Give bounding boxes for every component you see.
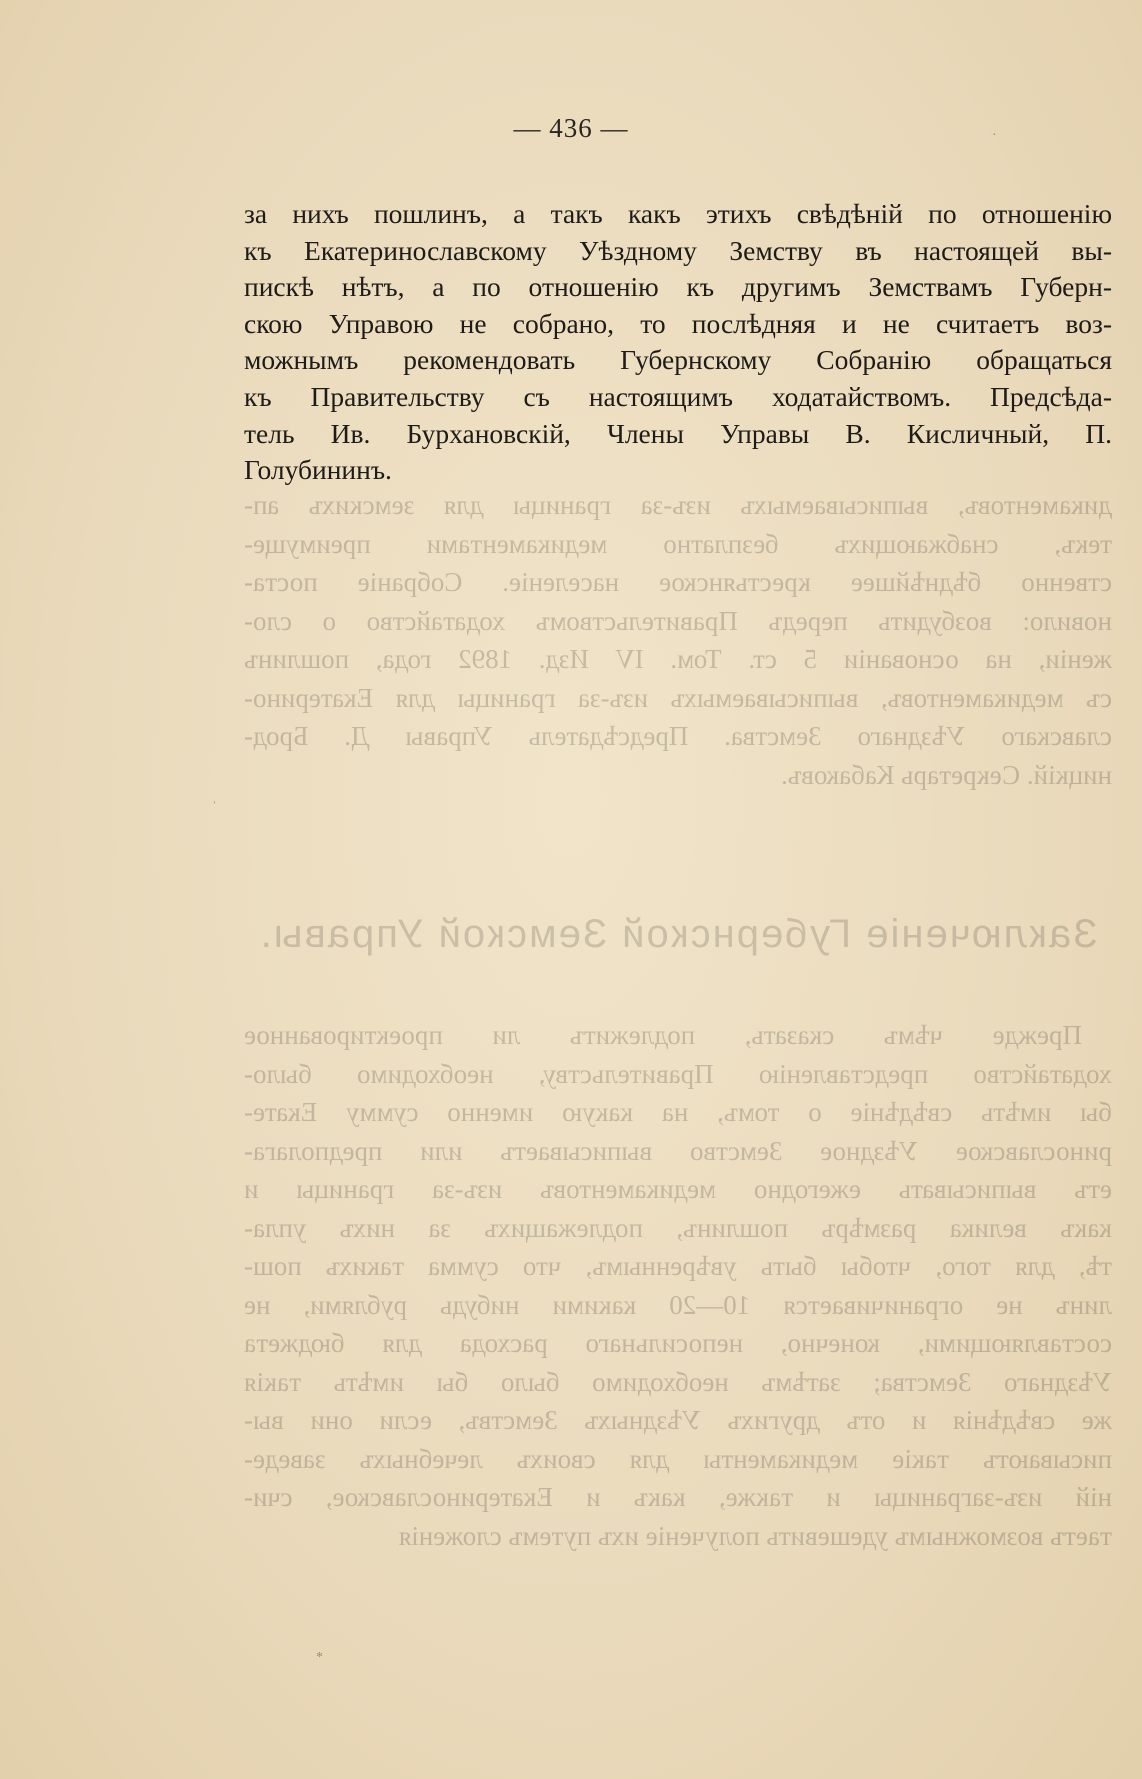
bleed-line: линъ не ограничивается 10—20 какими нибудь рублями, не: [244, 1289, 1112, 1320]
paper-speck: ·: [992, 128, 997, 143]
paper-speck: *: [316, 1650, 323, 1665]
bleed-line: бы имѣть свѣдѣніе о томъ, на какую именно сумму Екате-: [244, 1097, 1112, 1127]
bleed-line: Прежде чѣмъ сказать, подлежитъ ли проектированное: [244, 1020, 1082, 1050]
paragraph-line: тель Ив. Бурхановскій, Члены Управы В. Кисличный, П.: [244, 417, 1112, 449]
bleed-line: дикаментовъ, выписываемыхъ изъ-за границы для земскихъ ап-: [244, 490, 1112, 520]
bleed-line: етъ выписывать ежегодно медикаментовъ изъ-за границы и: [244, 1174, 1112, 1204]
bleed-line: таетъ возможнымъ удешевить полученіе ихъ путемъ сложенія: [398, 1520, 1112, 1551]
page-number: — 436 —: [513, 113, 629, 143]
body-paragraph: [244, 196, 1112, 489]
bleed-line: славскаго Уѣзднаго Земства. Предсѣдатель Управы Д. Брод-: [244, 721, 1112, 751]
paragraph-line: къ Правительству съ настоящимъ ходатайствомъ. Предсѣда-: [244, 380, 1112, 412]
bleed-line: ринославское Уѣздное Земство выписываетъ или предполага-: [244, 1135, 1112, 1166]
bleed-through-lower-text: [244, 1016, 1112, 1555]
paragraph-line: пискѣ нѣтъ, а по отношенію къ другимъ Земствамъ Губерн-: [244, 271, 1112, 303]
paragraph-line: скою Управою не собрано, то послѣдняя и не считаетъ воз-: [244, 307, 1112, 339]
paragraph-line: можнымъ рекомендовать Губернскому Собранію обращаться: [244, 344, 1112, 376]
bleed-line: ницкій. Секретарь Кабаковъ.: [781, 759, 1112, 790]
bleed-line: новило: возбудить передъ Правительствомъ ходатайство о сло-: [244, 605, 1112, 636]
bleed-line: составляющими, конечно, непосильнаго расхода для бюджета: [244, 1328, 1112, 1358]
bleed-through-heading: Заключеніе Губернской Земской Управы.: [258, 912, 1098, 956]
paper-speck: ˈ: [212, 800, 217, 815]
paragraph-line: за нихъ пошлинъ, а такъ какъ этихъ свѣдѣній по отношенію: [244, 198, 1112, 229]
bleed-line: ственно бѣднѣйшее крестьянское населеніе. Собраніе поста-: [244, 567, 1112, 597]
bleed-line: женіи, на основаніи 5 ст. Том. IV Изд. 1892 года, пошлинъ: [244, 644, 1112, 674]
paragraph-line: къ Екатеринославскому Уѣздному Земству въ настоящей вы-: [244, 234, 1112, 266]
bleed-line: какъ велика размѣръ пошлинъ, подлежащихъ за нихъ упла-: [244, 1212, 1112, 1243]
bleed-line: съ медикаментовъ, выписываемыхъ изъ-за границы для Екатерино-: [244, 682, 1112, 713]
bleed-line: Уѣзднаго Земства; затѣмъ необходимо было бы имѣть такія: [244, 1366, 1112, 1397]
bleed-line: ходатайство представленію Правительству, необходимо было-: [244, 1058, 1112, 1089]
bleed-line: тѣ, для того, чтобы быть увѣреннымъ, что сумма такихъ пош-: [244, 1251, 1112, 1281]
bleed-line: текъ, снабжающихъ безплатно медикаментами преимуще-: [244, 528, 1112, 559]
paragraph-line: Голубининъ.: [244, 454, 392, 486]
bleed-line: ній изъ-заграницы и также, какъ и Екатеринославское, счи-: [244, 1482, 1112, 1512]
bleed-line: писываютъ такіе медикаменты для своихъ лечебныхъ заведе-: [244, 1443, 1112, 1474]
bleed-through-upper-text: [244, 486, 1112, 794]
bleed-line: же свѣдѣнія и отъ другихъ Уѣздныхъ Земствъ, если они вы-: [244, 1405, 1112, 1435]
